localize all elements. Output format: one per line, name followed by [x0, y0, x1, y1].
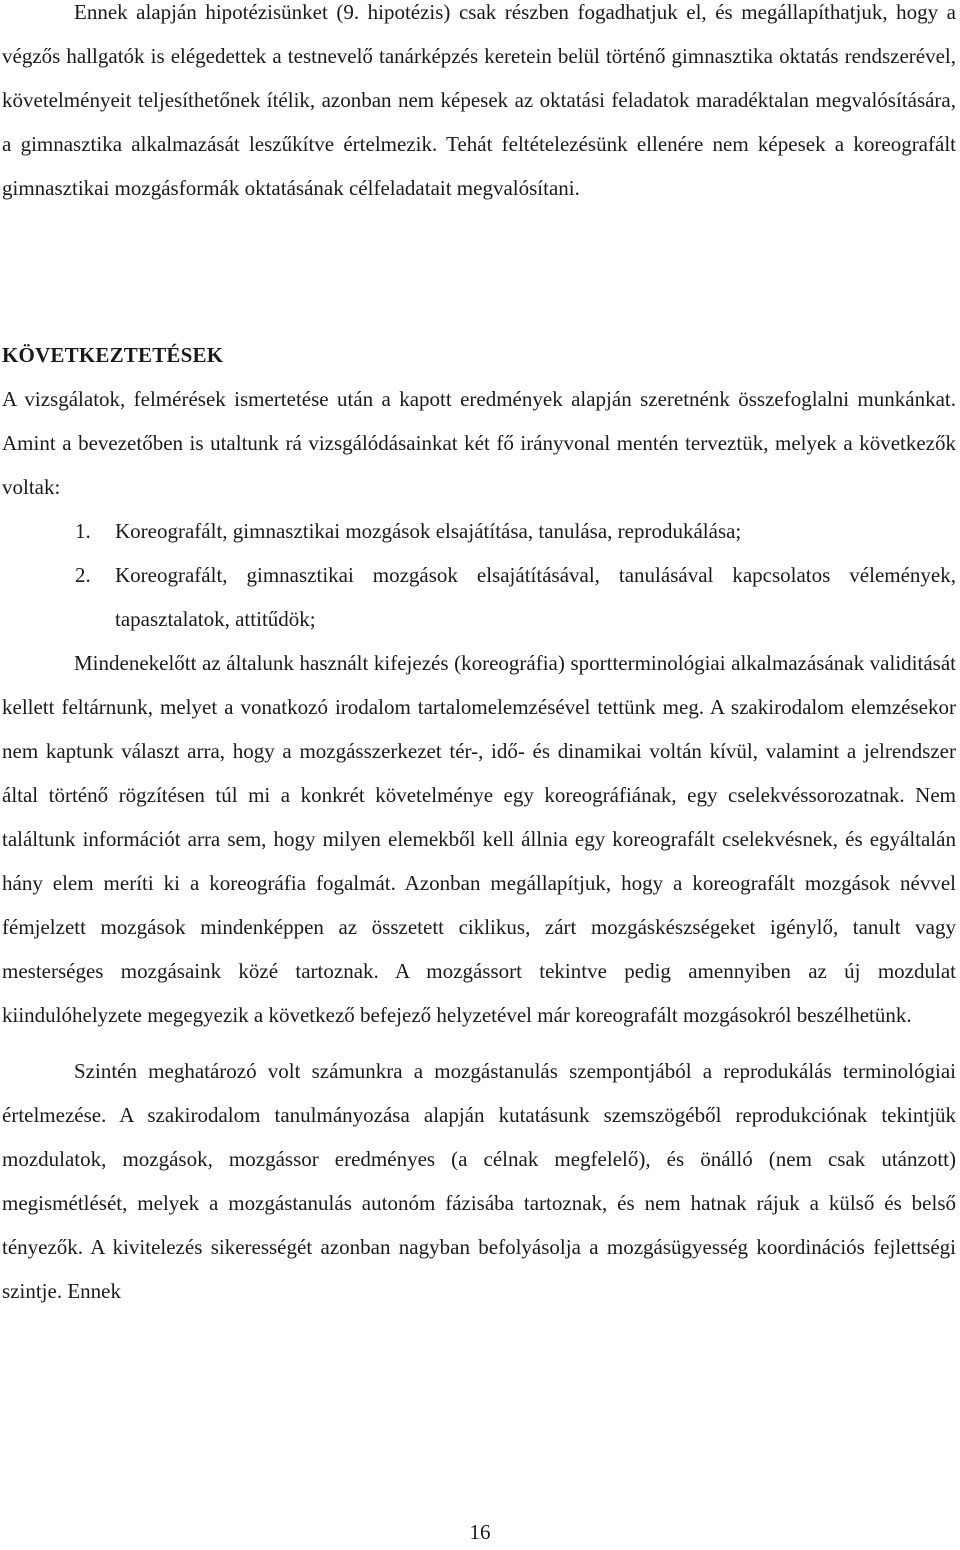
list-item	[2, 509, 956, 553]
section-spacer	[2, 210, 956, 333]
list-item-text: Koreografált, gimnasztikai mozgások elsajátításával, tanulásával kapcsolatos vélemények, tapasztalatok, attitűdök;	[115, 563, 956, 631]
paragraph-spacer	[2, 1037, 956, 1049]
paragraph-body-1: Mindenekelőtt az általunk használt kifejezés (koreográfia) sportterminológiai alkalmazásának validitását kellett feltárnunk, melyet a vonatkozó irodalom tartalomelemzésével tettünk meg. A szakirodalom elemzésekor nem kaptunk választ arra, hogy a mozgásszerkezet tér-, idő- és dinamikai voltán kívül, valamint a jelrendszer által történő rögzítésen túl mi a konkrét követelménye egy koreográfiának, egy cselekvéssorozatnak. Nem találtunk információt arra sem, hogy milyen elemekből kell állnia egy koreografált cselekvésnek, és egyáltalán hány elem meríti ki a koreográfia fogalmát. Azonban megállapítjuk, hogy a koreografált mozgások névvel fémjelzett mozgások mindenképpen az összetett ciklikus, zárt mozgáskészségeket igénylő, tanult vagy mesterséges mozgásaink közé tartoznak. A mozgássort tekintve pedig amennyiben az új mozdulat kiindulóhelyzete megegyezik a következő befejező helyzetével már koreografált mozgásokról beszélhetünk.	[2, 651, 956, 1027]
list-item-number: 2.	[75, 563, 91, 587]
paragraph-body-2: Szintén meghatározó volt számunkra a mozgástanulás szempontjából a reprodukálás terminológiai értelmezése. A szakirodalom tanulmányozása alapján kutatásunk szemszögéből reprodukciónak tekintjük mozdulatok, mozgások, mozgássor eredményes (a célnak megfelelő), és önálló (nem csak utánzott) megismétlését, melyek a mozgástanulás autonóm fázisába tartoznak, és nem hatnak rájuk a külső és belső tényezők. A kivitelezés sikerességét azonban nagyban befolyásolja a mozgásügyesség koordinációs fejlettségi szintje. Ennek	[2, 1059, 956, 1303]
list-item-number: 1.	[75, 519, 91, 543]
list-item-text: Koreografált, gimnasztikai mozgások elsajátítása, tanulása, reprodukálása;	[115, 519, 742, 543]
research-directions-list	[2, 509, 956, 641]
list-item	[2, 553, 956, 641]
page-content	[2, 0, 956, 1313]
paragraph-intro: Ennek alapján hipotézisünket (9. hipotézis) csak részben fogadhatjuk el, és megállapíthatjuk, hogy a végzős hallgatók is elégedettek a testnevelő tanárképzés keretein belül történő gimnasztika oktatás rendszerével, követelményeit teljesíthetőnek ítélik, azonban nem képesek az oktatási feladatok maradéktalan megvalósítására, a gimnasztika alkalmazását leszűkítve értelmezik. Tehát feltételezésünk ellenére nem képesek a koreografált gimnasztikai mozgásformák oktatásának célfeladatait megvalósítani.	[2, 0, 956, 200]
page-number: 16	[469, 1520, 491, 1544]
paragraph-conclusions-intro: A vizsgálatok, felmérések ismertetése után a kapott eredmények alapján szeretnénk összefoglalni munkánkat. Amint a bevezetőben is utaltunk rá vizsgálódásainkat két fő irányvonal mentén terveztük, melyek a következők voltak:	[2, 387, 956, 499]
section-heading: KÖVETKEZTETÉSEK	[2, 343, 224, 367]
